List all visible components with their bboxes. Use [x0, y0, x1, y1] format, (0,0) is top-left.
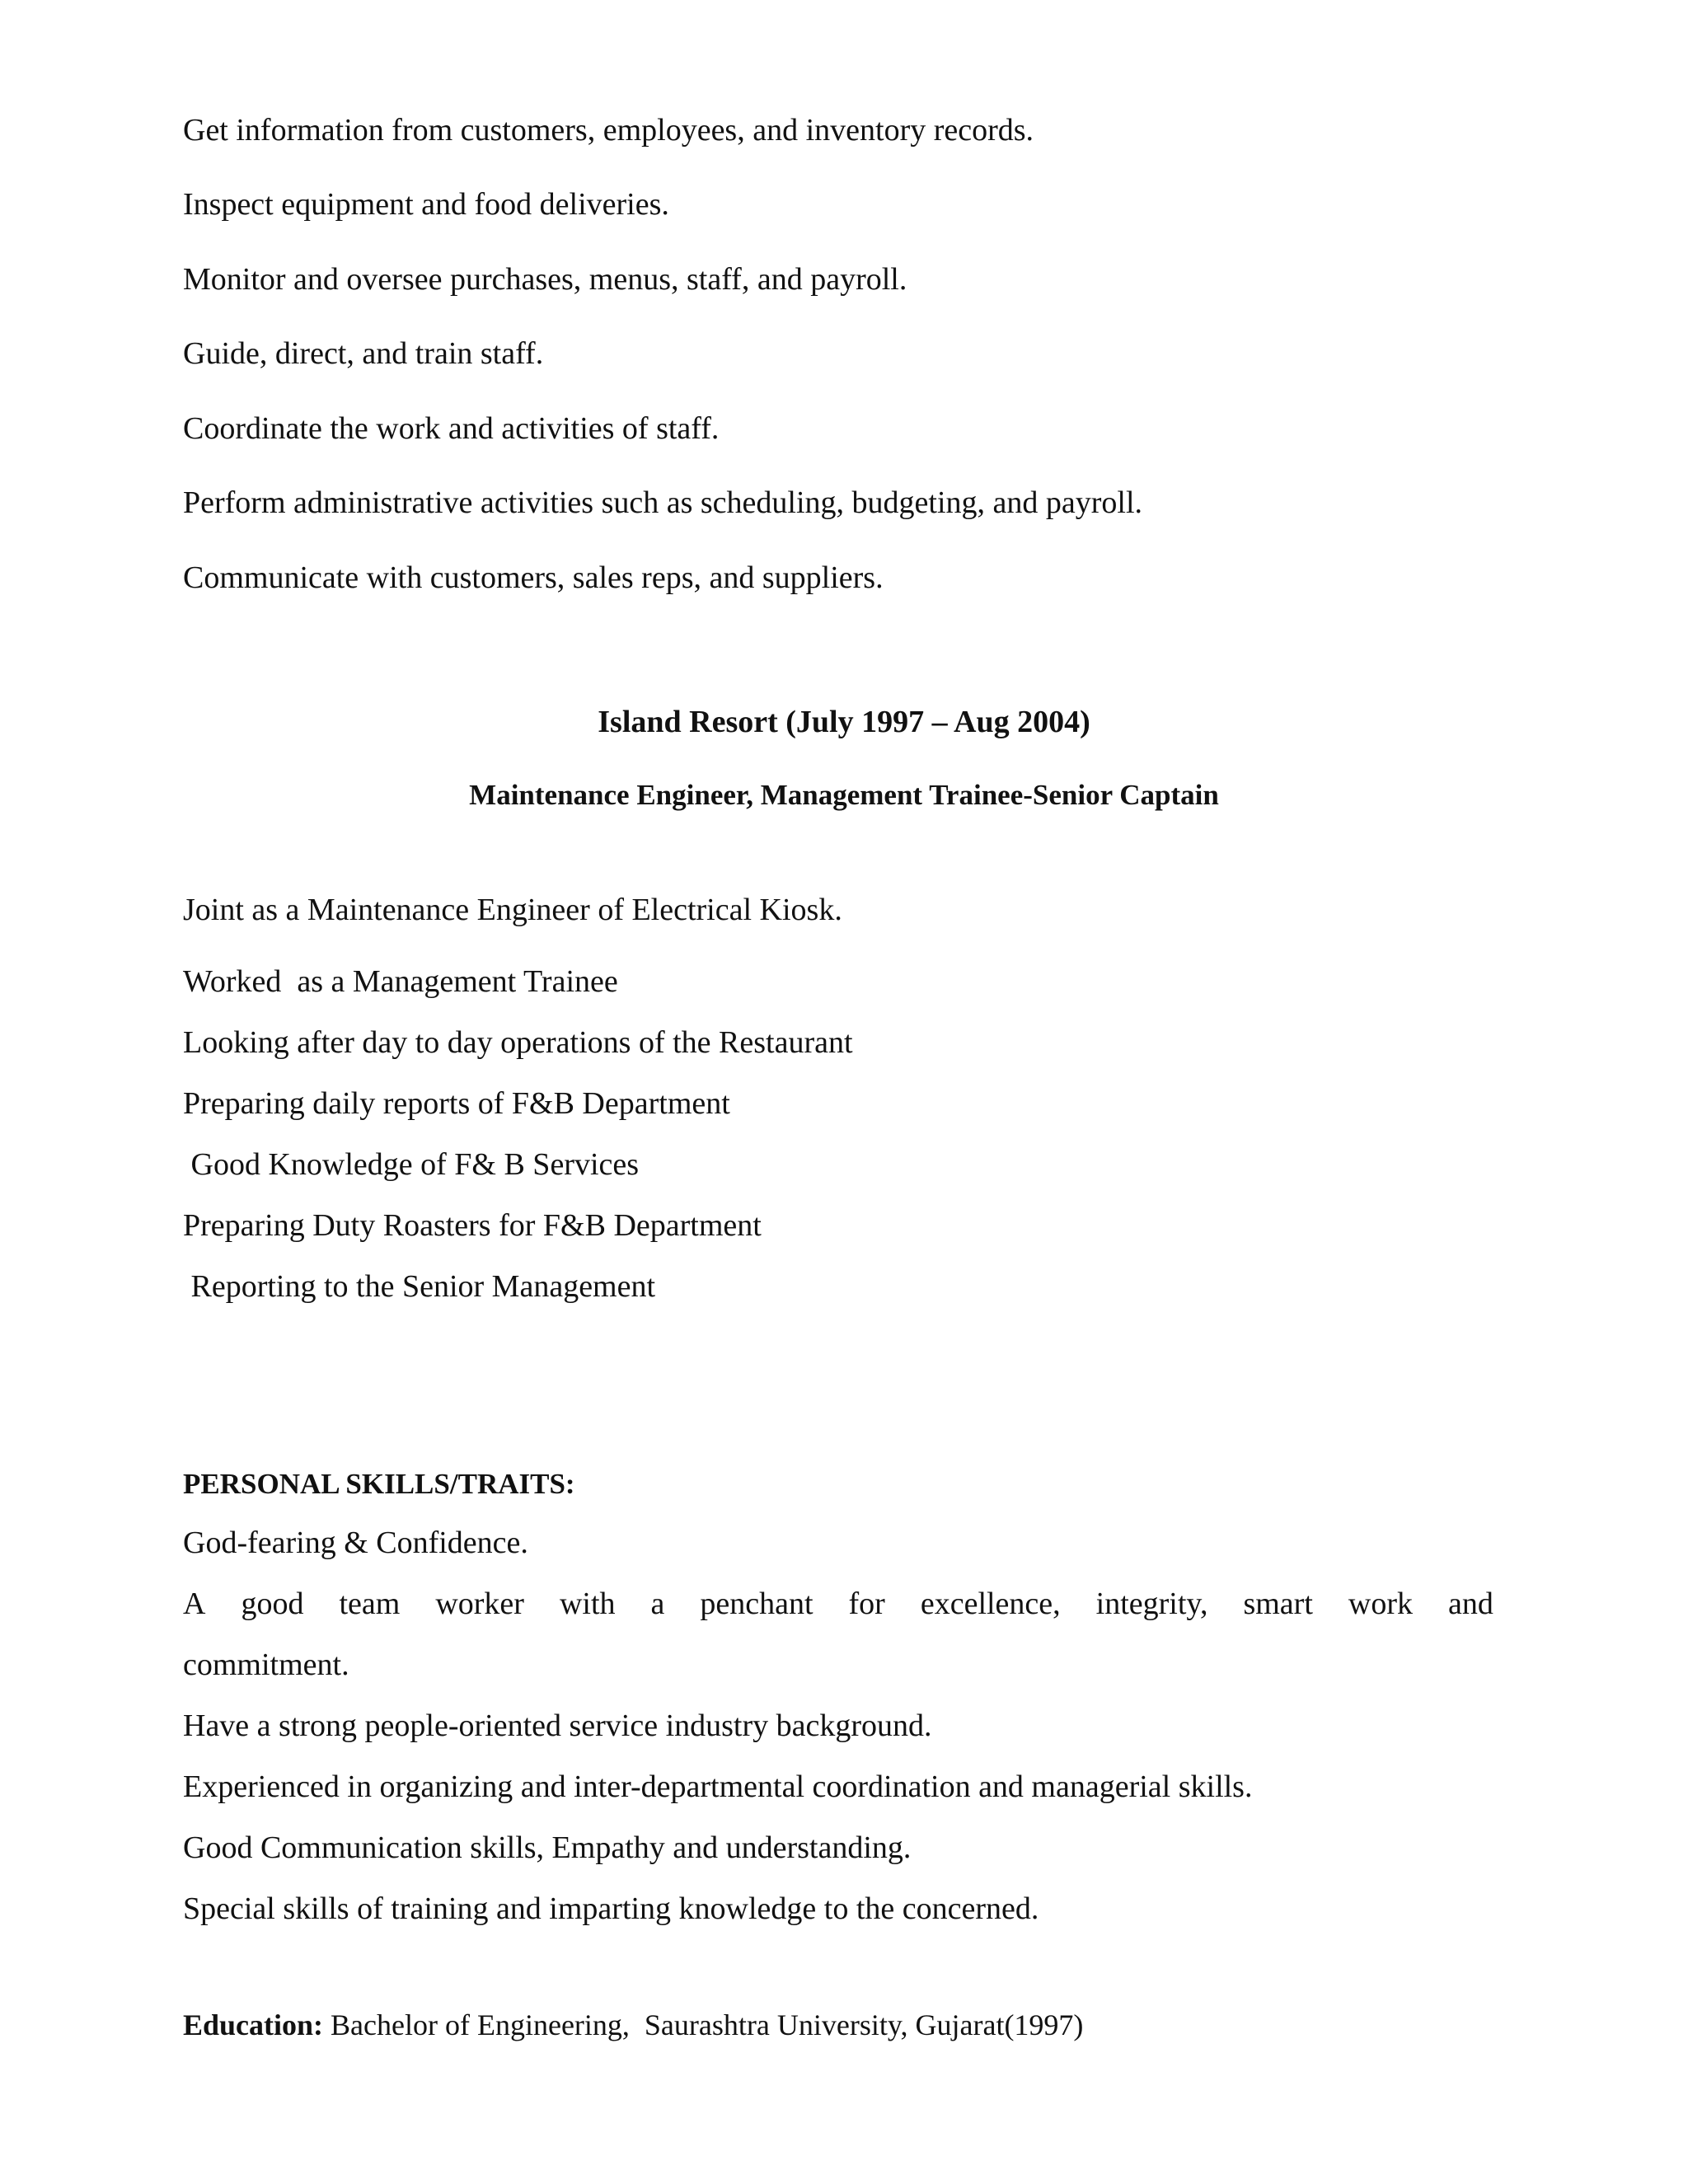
employer-heading: Island Resort (July 1997 – Aug 2004) — [598, 705, 1090, 739]
duty-item: Monitor and oversee purchases, menus, staff, and payroll. — [183, 262, 907, 297]
skill-item: Special skills of training and imparting knowledge to the concerned. — [183, 1891, 1039, 1926]
justified-word: and — [1448, 1586, 1493, 1621]
duty-item: Communicate with customers, sales reps, and suppliers. — [183, 560, 884, 595]
job-item: Preparing daily reports of F&B Department — [183, 1086, 730, 1121]
duty-item: Perform administrative activities such as scheduling, budgeting, and payroll. — [183, 485, 1143, 520]
education-label: Education: — [183, 2008, 324, 2041]
job-item: Worked as a Management Trainee — [183, 964, 618, 999]
skill-item: Experienced in organizing and inter-departmental coordination and managerial skills. — [183, 1769, 1253, 1804]
job-item: Joint as a Maintenance Engineer of Electrical Kiosk. — [183, 893, 842, 927]
justified-word: a — [650, 1586, 665, 1621]
duty-item: Inspect equipment and food deliveries. — [183, 187, 669, 222]
justified-word: penchant — [700, 1586, 814, 1621]
justified-word: team — [339, 1586, 401, 1621]
education-text: Bachelor of Engineering, Saurashtra University, Gujarat(1997) — [323, 2008, 1084, 2041]
skill-item: commitment. — [183, 1647, 349, 1682]
job-item: Reporting to the Senior Management — [183, 1269, 656, 1304]
justified-word: good — [241, 1586, 304, 1621]
duty-item: Coordinate the work and activities of staff. — [183, 411, 720, 446]
skill-item: God-fearing & Confidence. — [183, 1526, 528, 1560]
skill-item: Good Communication skills, Empathy and understanding. — [183, 1830, 912, 1865]
job-item: Good Knowledge of F& B Services — [183, 1147, 640, 1182]
duty-item: Get information from customers, employees, and inventory records. — [183, 113, 1034, 148]
justified-word: for — [848, 1586, 885, 1621]
justified-word: A — [183, 1586, 206, 1621]
justified-word: work — [1348, 1586, 1413, 1621]
justified-word: integrity, — [1095, 1586, 1208, 1621]
job-item: Preparing Duty Roasters for F&B Department — [183, 1208, 762, 1243]
skill-item: Have a strong people-oriented service industry background. — [183, 1708, 932, 1743]
job-item: Looking after day to day operations of the Restaurant — [183, 1025, 853, 1060]
duty-item: Guide, direct, and train staff. — [183, 336, 544, 371]
skill-item-justified — [183, 1584, 1493, 1624]
justified-word: worker — [435, 1586, 524, 1621]
justified-word: excellence, — [920, 1586, 1061, 1621]
justified-word: with — [559, 1586, 616, 1621]
job-title-heading: Maintenance Engineer, Management Trainee-Senior Captain — [469, 779, 1219, 811]
skills-heading: PERSONAL SKILLS/TRAITS: — [183, 1468, 575, 1500]
justified-word: smart — [1243, 1586, 1313, 1621]
education-line — [183, 2005, 1083, 2045]
